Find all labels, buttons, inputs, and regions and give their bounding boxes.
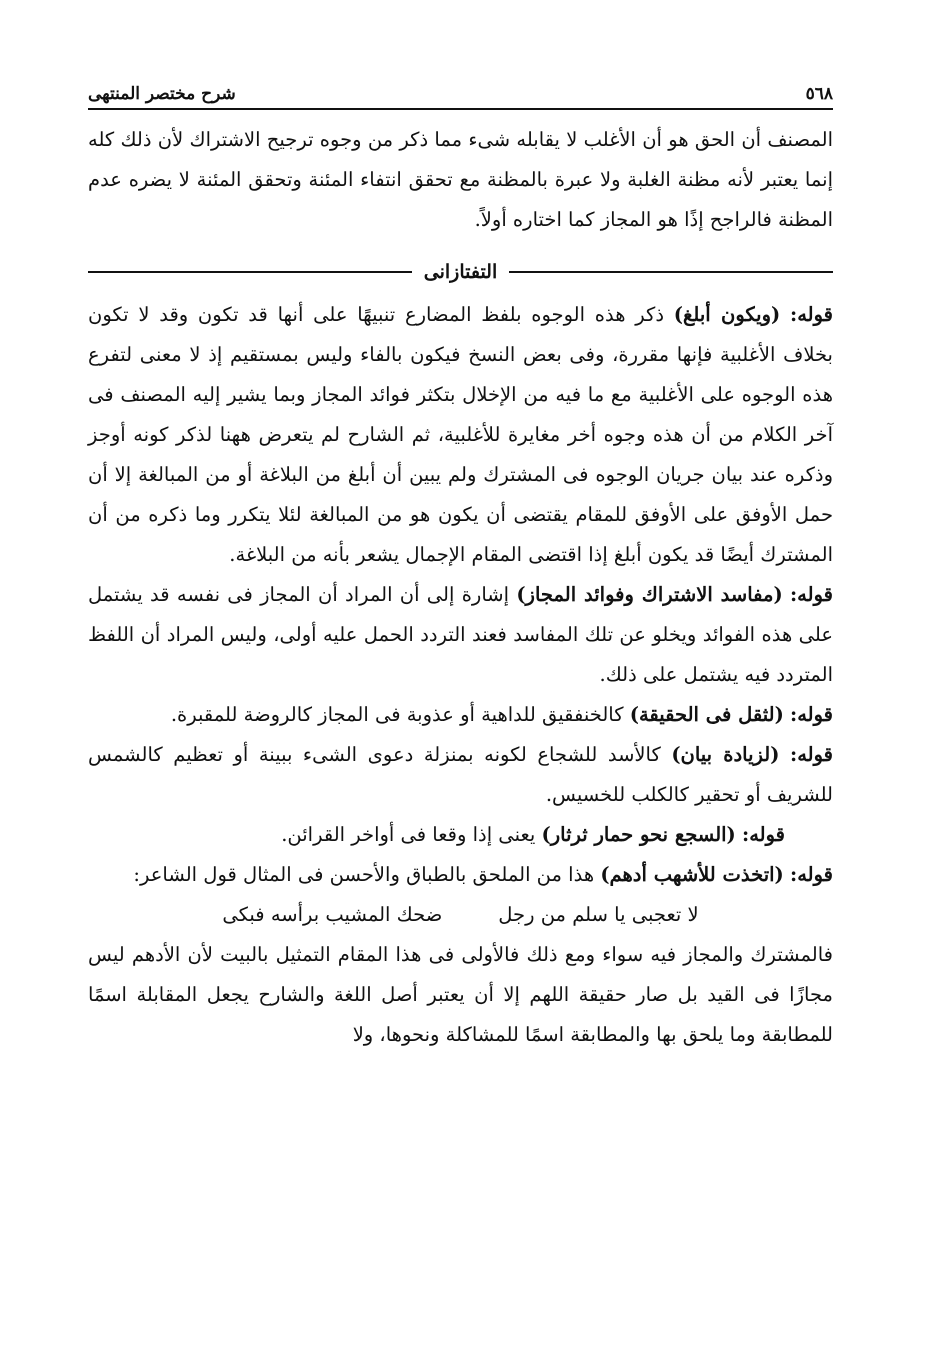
quote-label: قوله: [790, 743, 833, 766]
commentary-paragraph [88, 695, 833, 735]
closing-paragraph: فالمشترك والمجاز فيه سواء ومع ذلك فالأولى فى هذا المقام التمثيل بالبيت لأن الأدهم ليس مجازًا فى القيد بل صار حقيقة اللهم إلا أن يعتبر أصل اللغة والشارح يجعل المقابلة اسمًا للمطابقة وما يلحق بها والمطابقة اسمًا للمشاكلة ونحوها، ولا [88, 943, 833, 1046]
paragraph-text: هذا من الملحق بالطباق والأحسن فى المثال قول الشاعر: [133, 863, 595, 886]
quote-label: قوله: [790, 303, 834, 326]
commentary-paragraph [88, 295, 833, 575]
quote-label: قوله: [789, 583, 833, 606]
poem-hemistich-second: ضحك المشيب برأسه فبكى [222, 903, 443, 926]
paragraph-text: كالأسد للشجاع لكونه بمنزلة دعوى الشىء ببينة أو تعظيم كالشمس للشريف أو تحقير كالكلب للخسيس. [88, 743, 833, 806]
poem-verse [88, 895, 833, 935]
header-rule [88, 108, 833, 110]
section-heading [88, 258, 833, 286]
quote-label: قوله: [742, 823, 785, 846]
paragraph-text: ذكر هذه الوجوه بلفظ المضارع تنبيهًا على أنها قد تكون وقد لا تكون بخلاف الأغلبية فإنها مقررة، وفى بعض النسخ فيكون بالفاء وليس بمستقيم إذ لا معنى لتفرع هذه الوجوه على الأغلبية مع ما فيه من الإخلال بتكثر فوائد المجاز وبما يشير إليه المصنف فى آخر الكلام من أن هذه وجوه أخر مغايرة للأغلبية، ثم الشارح لم يتعرض ههنا لذكر كونه أوجز وذكره عند بيان جريان الوجوه فى المشترك ولم يبين أن أبلغ من البلاغة أو من المبالغة إلا أن حمل الأوفق على الأوفق للمقام يقتضى أن يكون هو من المبالغة لئلا يتكرر وما ذكره من أن المشترك أيضًا قد يكون أبلغ إذا اقتضى المقام الإجمال يشعر بأنه من البلاغة. [88, 303, 833, 566]
quote-label: قوله: [790, 703, 833, 726]
quote-heading: (السجع نحو حمار ثرثار) [541, 823, 736, 846]
page-number: ٥٦٨ [805, 84, 833, 104]
commentary-paragraph [88, 855, 833, 895]
quote-heading: (لزيادة بيان) [671, 743, 780, 766]
commentary-body [88, 295, 833, 1055]
quote-label: قوله: [790, 863, 833, 886]
quote-heading: (مفاسد الاشتراك وفوائد المجاز) [516, 583, 783, 606]
page-header [88, 72, 833, 104]
commentary-paragraph [88, 575, 833, 695]
book-title: شرح مختصر المنتهى [88, 84, 236, 104]
intro-paragraph [88, 120, 833, 240]
paragraph-text: كالخنفقيق للداهية أو عذوبة فى المجاز كالروضة للمقبرة. [170, 703, 624, 726]
paragraph-text: يعنى إذا وقعا فى أواخر القرائن. [281, 823, 536, 846]
quote-heading: (لثقل فى الحقيقة) [629, 703, 784, 726]
quote-heading: (اتخذت للأشهب أدهم) [600, 863, 784, 886]
paragraph-text: إشارة إلى أن المراد أن المجاز فى نفسه قد يشتمل على هذه الفوائد ويخلو عن تلك المفاسد فعند التردد الحمل عليه أولى، وليس المراد أن اللفظ المتردد فيه يشتمل على ذلك. [88, 583, 833, 686]
commentary-paragraph [88, 735, 833, 815]
section-rule-right [509, 271, 833, 273]
section-title: التفتازانى [423, 261, 498, 283]
quote-heading: (ويكون أبلغ) [673, 303, 781, 326]
intro-text: المصنف أن الحق هو أن الأغلب لا يقابله شىء مما ذكر من وجوه ترجيح الاشتراك لأن ذلك كله إنما يعتبر لأنه مظنة الغلبة ولا عبرة بالمظنة مع تحقق انتفاء المئنة وتحقق المئنة لا يضره عدم المظنة فالراجح إذًا هو المجاز كما اختاره أولاً. [88, 128, 833, 231]
commentary-paragraph [88, 815, 833, 855]
poem-hemistich-first: لا تعجبى يا سلم من رجل [498, 903, 699, 926]
section-rule-left [88, 271, 412, 273]
